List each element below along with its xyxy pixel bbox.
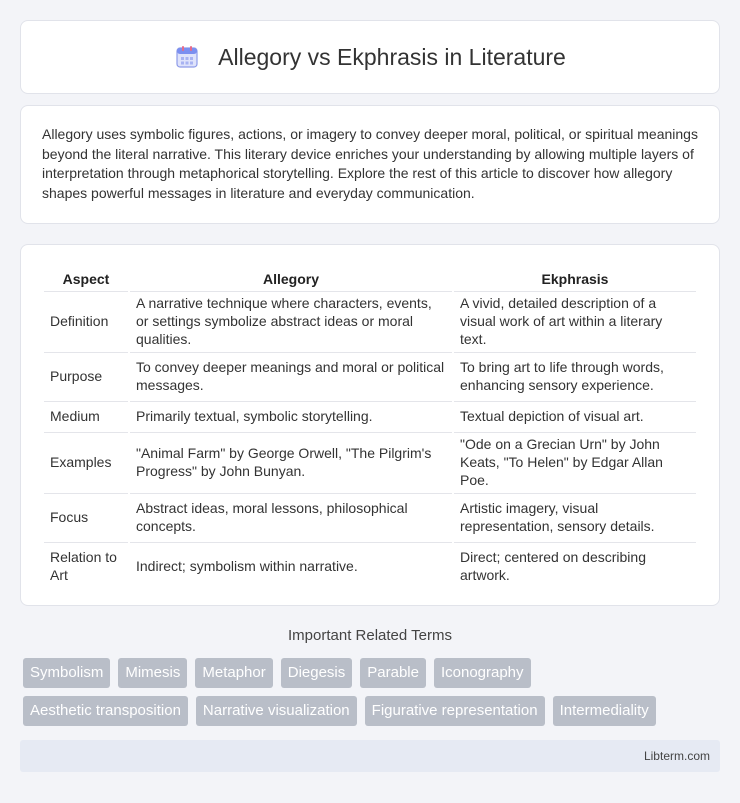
cell-allegory: "Animal Farm" by George Orwell, "The Pilgrim's Progress" by John Bunyan. bbox=[130, 432, 452, 491]
table-row bbox=[44, 401, 696, 430]
comparison-card bbox=[20, 244, 720, 606]
header-ekphrasis: Ekphrasis bbox=[541, 271, 609, 287]
cell-ekphrasis: To bring art to life through words, enhancing sensory experience. bbox=[454, 352, 696, 399]
cell-ekphrasis: "Ode on a Grecian Urn" by John Keats, "To Helen" by Edgar Allan Poe. bbox=[454, 432, 696, 491]
table-row bbox=[44, 493, 696, 540]
tag-symbolism[interactable]: Symbolism bbox=[23, 658, 110, 688]
cell-ekphrasis: Textual depiction of visual art. bbox=[454, 401, 696, 430]
table-row bbox=[44, 291, 696, 350]
cell-allegory: Indirect; symbolism within narrative. bbox=[130, 542, 452, 589]
related-tags-row-1 bbox=[23, 658, 723, 688]
cell-aspect: Definition bbox=[44, 291, 128, 350]
cell-allegory: To convey deeper meanings and moral or political messages. bbox=[130, 352, 452, 399]
cell-aspect: Purpose bbox=[44, 352, 128, 399]
cell-aspect: Medium bbox=[44, 401, 128, 430]
related-tags-row-2 bbox=[23, 696, 723, 726]
cell-allegory: A narrative technique where characters, events, or settings symbolize abstract ideas or moral qualities. bbox=[130, 291, 452, 350]
header-aspect: Aspect bbox=[62, 271, 110, 287]
cell-ekphrasis: Direct; centered on describing artwork. bbox=[454, 542, 696, 589]
tag-intermediality[interactable]: Intermediality bbox=[553, 696, 656, 726]
table-row bbox=[44, 352, 696, 399]
tag-parable[interactable]: Parable bbox=[360, 658, 426, 688]
cell-ekphrasis: Artistic imagery, visual representation, sensory details. bbox=[454, 493, 696, 540]
cell-allegory: Abstract ideas, moral lessons, philosophical concepts. bbox=[130, 493, 452, 540]
title-card bbox=[20, 20, 720, 94]
cell-aspect: Relation to Art bbox=[44, 542, 128, 589]
cell-aspect: Examples bbox=[44, 432, 128, 491]
page-title: Allegory vs Ekphrasis in Literature bbox=[218, 43, 566, 70]
cell-aspect: Focus bbox=[44, 493, 128, 540]
tag-narrative-visualization[interactable]: Narrative visualization bbox=[196, 696, 357, 726]
tag-figurative-representation[interactable]: Figurative representation bbox=[365, 696, 545, 726]
cell-ekphrasis: A vivid, detailed description of a visual work of art within a literary text. bbox=[454, 291, 696, 350]
tag-iconography[interactable]: Iconography bbox=[434, 658, 531, 688]
calendar-icon bbox=[174, 44, 200, 70]
title-wrap bbox=[174, 44, 566, 71]
tag-aesthetic-transposition[interactable]: Aesthetic transposition bbox=[23, 696, 188, 726]
cell-allegory: Primarily textual, symbolic storytelling. bbox=[130, 401, 452, 430]
table-header-row bbox=[44, 267, 696, 289]
comparison-table bbox=[42, 265, 698, 591]
intro-card bbox=[20, 105, 720, 224]
tag-mimesis[interactable]: Mimesis bbox=[118, 658, 187, 688]
header-allegory: Allegory bbox=[262, 271, 319, 287]
footer-site-link[interactable]: Libterm.com bbox=[643, 749, 710, 763]
intro-paragraph: Allegory uses symbolic figures, actions, or imagery to convey deeper moral, political, or spiritual meanings beyond the literal narrative. This literary device enriches your understanding by allowing multiple layers of interpretation through metaphorical storytelling. Explore the rest of this article to discover how allegory shapes powerful messages in literature and everyday communication. bbox=[42, 126, 698, 201]
tag-diegesis[interactable]: Diegesis bbox=[281, 658, 353, 688]
table-row bbox=[44, 542, 696, 589]
footer bbox=[20, 740, 720, 772]
tag-metaphor[interactable]: Metaphor bbox=[195, 658, 272, 688]
related-terms-heading: Important Related Terms bbox=[288, 627, 452, 644]
table-row bbox=[44, 432, 696, 491]
